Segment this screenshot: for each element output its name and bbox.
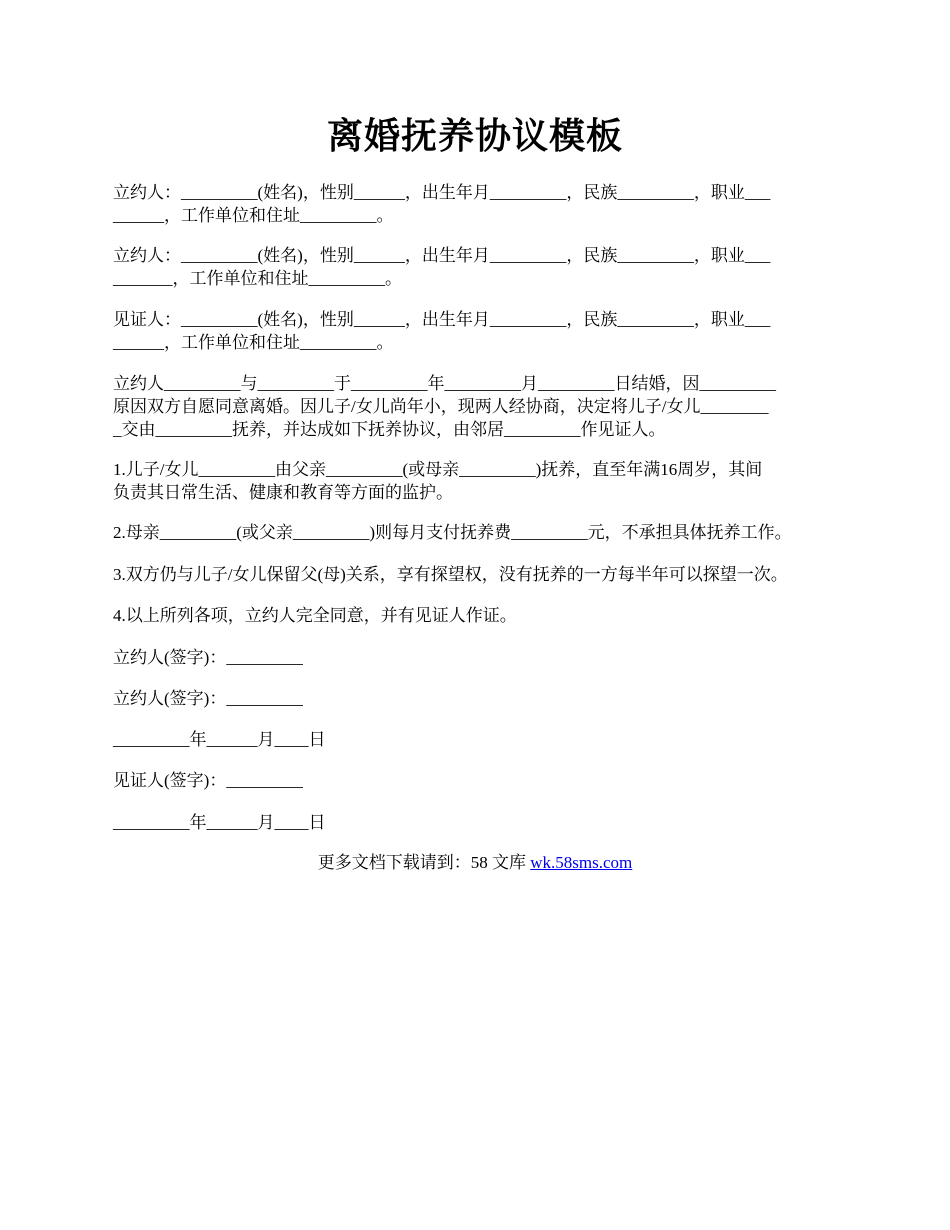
signature1-line: 立约人(签字)：_________ bbox=[113, 648, 303, 667]
clause1-line2: 负责其日常生活、健康和教育等方面的监护。 bbox=[113, 483, 453, 502]
signature2-line: 立约人(签字)：_________ bbox=[113, 689, 303, 708]
party1-paragraph bbox=[113, 181, 853, 227]
witness-signature bbox=[113, 769, 853, 792]
signature1 bbox=[113, 646, 853, 669]
intro-line1: 立约人_________与_________于_________年_________月_________日结婚，因_________ bbox=[113, 374, 776, 393]
witness-line2: ______，工作单位和住址_________。 bbox=[113, 333, 394, 352]
date2 bbox=[113, 811, 853, 834]
date2-line: _________年______月____日 bbox=[113, 813, 326, 832]
intro-line2: 原因双方自愿同意离婚。因儿子/女儿尚年小，现两人经协商，决定将儿子/女儿________ bbox=[113, 397, 769, 416]
witness-line1: 见证人：_________(姓名)，性别______，出生年月_________，民族_________，职业___ bbox=[113, 310, 771, 329]
footer-link[interactable]: wk.58sms.com bbox=[530, 853, 633, 872]
clause3-line: 3.双方仍与儿子/女儿保留父(母)关系，享有探望权，没有抚养的一方每半年可以探望一次。 bbox=[113, 565, 788, 584]
intro-paragraph bbox=[113, 372, 853, 441]
witness-paragraph bbox=[113, 308, 853, 354]
date1-line: _________年______月____日 bbox=[113, 730, 326, 749]
clause4-line: 4.以上所列各项，立约人完全同意，并有见证人作证。 bbox=[113, 606, 517, 625]
date1 bbox=[113, 728, 853, 751]
witness-signature-line: 见证人(签字)：_________ bbox=[113, 771, 303, 790]
footer-text: 更多文档下载请到：58 文库 bbox=[317, 853, 531, 872]
clause1-line1: 1.儿子/女儿_________由父亲_________(或母亲_________)抚养，直至年满16周岁，其间 bbox=[113, 460, 763, 479]
clause4-paragraph bbox=[113, 604, 853, 627]
clause2-paragraph bbox=[113, 521, 853, 544]
party2-line2: _______，工作单位和住址_________。 bbox=[113, 269, 402, 288]
party1-line2: ______，工作单位和住址_________。 bbox=[113, 206, 394, 225]
clause3-paragraph bbox=[113, 563, 853, 586]
intro-line3: _交由_________抚养，并达成如下抚养协议，由邻居_________作见证人。 bbox=[113, 420, 666, 439]
clause1-paragraph bbox=[113, 458, 853, 504]
footer bbox=[0, 851, 950, 874]
party2-paragraph bbox=[113, 244, 853, 290]
clause2-line: 2.母亲_________(或父亲_________)则每月支付抚养费_________元，不承担具体抚养工作。 bbox=[113, 523, 792, 542]
party1-line1: 立约人：_________(姓名)，性别______，出生年月_________，民族_________，职业___ bbox=[113, 183, 771, 202]
party2-line1: 立约人：_________(姓名)，性别______，出生年月_________，民族_________，职业___ bbox=[113, 246, 771, 265]
signature2 bbox=[113, 687, 853, 710]
document-title: 离婚抚养协议模板 bbox=[326, 116, 623, 156]
